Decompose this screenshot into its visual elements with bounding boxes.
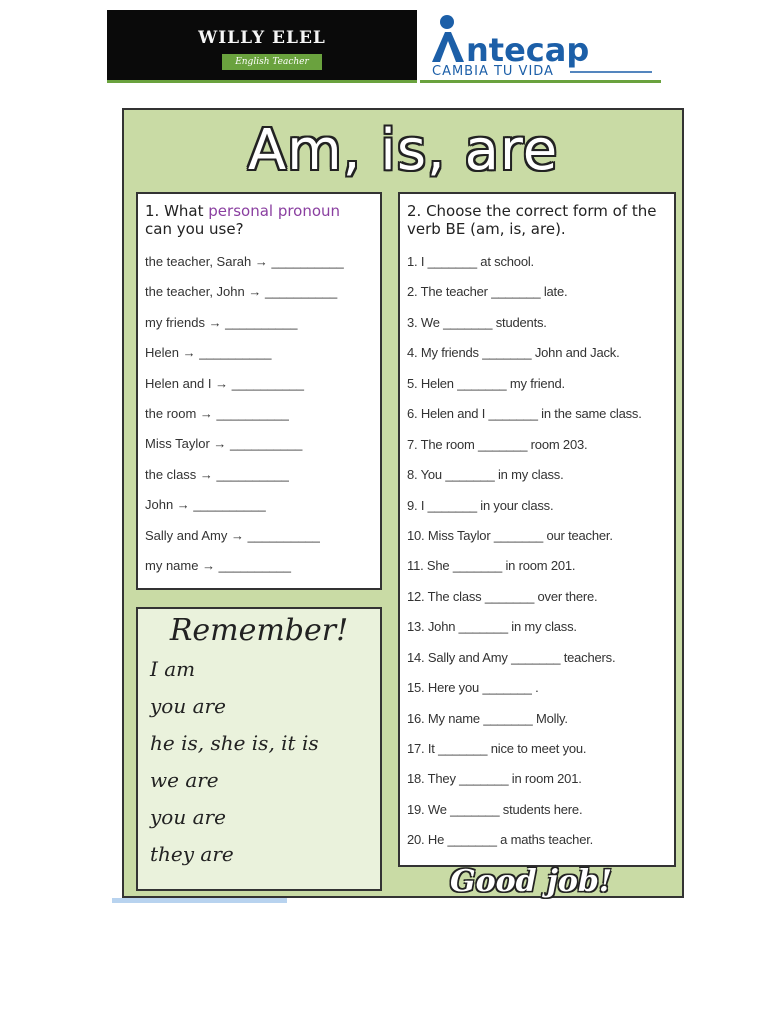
remember-box [136, 607, 382, 891]
teacher-name: WILLY ELEL [198, 28, 326, 48]
verb-be-exercise-box [398, 192, 676, 867]
list-item: 20. He _______ a maths teacher. [407, 832, 594, 848]
logo-tagline: CAMBIA TU VIDA [432, 64, 554, 79]
list-item: 9. I _______ in your class. [407, 497, 554, 513]
remember-line: I am [150, 657, 196, 681]
list-item: my friends → __________ [145, 314, 298, 330]
teacher-role-badge: English Teacher [222, 54, 322, 70]
list-item: 3. We _______ students. [407, 314, 547, 330]
list-item: Miss Taylor → __________ [145, 436, 303, 452]
list-item: 11. She _______ in room 201. [407, 558, 576, 574]
worksheet-title: Am, is, are [247, 118, 559, 183]
logo-wordmark: ntecap [466, 31, 590, 69]
list-item: Helen → __________ [145, 345, 272, 361]
remember-title: Remember! [169, 613, 349, 648]
logo-a-icon [432, 32, 464, 62]
list-item: 15. Here you _______ . [407, 680, 539, 696]
remember-line: they are [150, 842, 234, 866]
footer-strip [112, 898, 287, 903]
highlight-text: personal pronoun [208, 202, 341, 220]
pronoun-exercise-heading: 1. What personal pronoun can you use? [145, 202, 341, 238]
list-item: my name → __________ [145, 557, 291, 573]
list-item: 14. Sally and Amy _______ teachers. [407, 649, 616, 665]
list-item: 10. Miss Taylor _______ our teacher. [407, 527, 613, 543]
list-item: the teacher, John → __________ [145, 284, 338, 300]
list-item: 7. The room _______ room 203. [407, 436, 588, 452]
list-item: the class → __________ [145, 466, 289, 482]
remember-line: we are [150, 768, 219, 792]
worksheet [122, 108, 684, 898]
list-item: the room → __________ [145, 405, 289, 421]
pronoun-exercise-list [145, 254, 344, 588]
remember-line: you are [150, 694, 226, 718]
antecap-logo-mark [420, 10, 661, 80]
list-item: the teacher, Sarah → __________ [145, 254, 344, 269]
list-item: 19. We _______ students here. [407, 801, 583, 817]
closing-text: Good job! [450, 864, 613, 899]
verb-be-exercise-heading: 2. Choose the correct form of the verb BE (am, is, are). [407, 202, 657, 238]
list-item: Sally and Amy → __________ [145, 527, 320, 543]
list-item: John → __________ [145, 497, 266, 513]
list-item: Helen and I → __________ [145, 375, 305, 391]
verb-be-exercise-list [407, 254, 642, 863]
list-item: 12. The class _______ over there. [407, 588, 598, 604]
list-item: 6. Helen and I _______ in the same class. [407, 406, 642, 422]
list-item: 17. It _______ nice to meet you. [407, 741, 587, 756]
remember-list [150, 657, 319, 879]
teacher-banner [107, 10, 417, 83]
remember-line: he is, she is, it is [150, 731, 319, 755]
antecap-logo [420, 10, 661, 83]
logo-dot-icon [440, 15, 454, 29]
list-item: 8. You _______ in my class. [407, 467, 564, 483]
pronoun-exercise-box [136, 192, 382, 590]
list-item: 13. John _______ in my class. [407, 619, 577, 635]
list-item: 2. The teacher _______ late. [407, 284, 568, 300]
remember-line: you are [150, 805, 226, 829]
list-item: 4. My friends _______ John and Jack. [407, 345, 620, 361]
list-item: 18. They _______ in room 201. [407, 771, 582, 787]
list-item: 5. Helen _______ my friend. [407, 375, 565, 391]
list-item: 1. I _______ at school. [407, 254, 534, 269]
list-item: 16. My name _______ Molly. [407, 710, 568, 726]
